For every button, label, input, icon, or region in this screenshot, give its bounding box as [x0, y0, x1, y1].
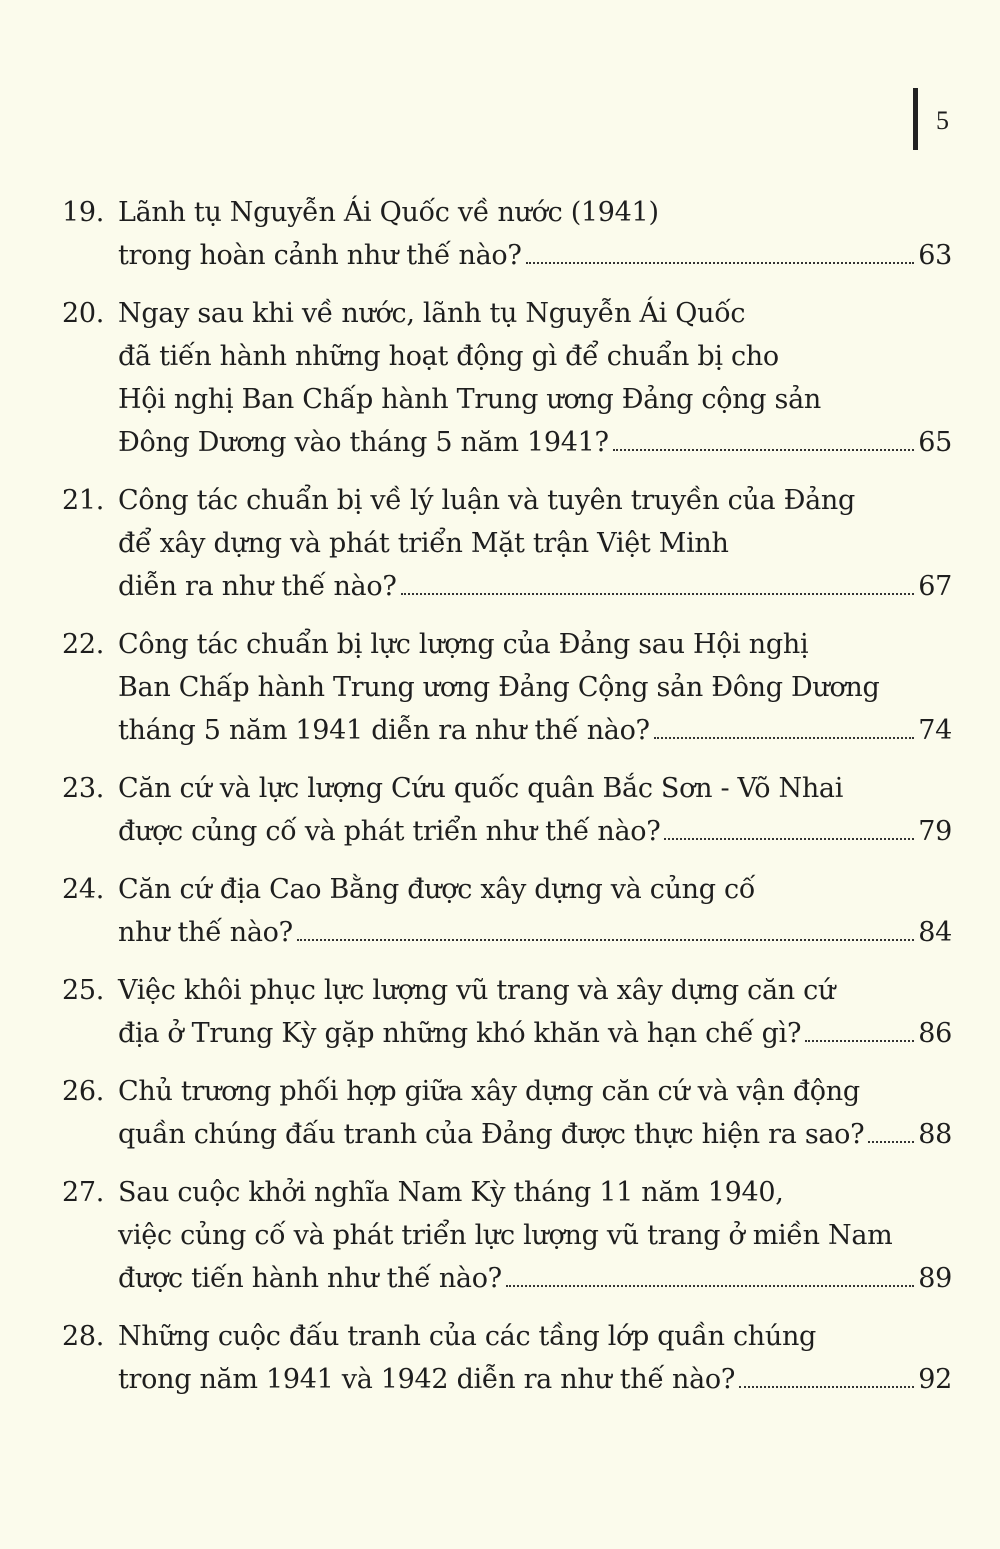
entry-title-text: Căn cứ địa Cao Bằng được xây dựng và củng cố [118, 874, 756, 905]
toc-entry-line [62, 623, 952, 666]
entry-number: 21. [62, 485, 105, 516]
toc-entry[interactable] [62, 292, 952, 464]
entry-title-text: như thế nào? [118, 917, 293, 948]
entry-number: 20. [62, 298, 105, 329]
entry-number: 25. [62, 975, 105, 1006]
entry-title-text: địa ở Trung Kỳ gặp những khó khăn và hạn chế gì? [118, 1018, 802, 1049]
entry-number: 27. [62, 1177, 105, 1208]
entry-page-number: 89 [918, 1263, 952, 1294]
toc-entry[interactable] [62, 623, 952, 752]
toc-entry-line [62, 1315, 952, 1358]
entry-title-text: diễn ra như thế nào? [118, 571, 397, 602]
table-of-contents [62, 191, 952, 1416]
toc-entry[interactable] [62, 1315, 952, 1401]
entry-title-text: Ngay sau khi về nước, lãnh tụ Nguyễn Ái Quốc [118, 298, 746, 329]
toc-entry-line [62, 709, 952, 752]
entry-title-text: Việc khôi phục lực lượng vũ trang và xây dựng căn cứ [118, 975, 836, 1006]
entry-title-text: Công tác chuẩn bị về lý luận và tuyên truyền của Đảng [118, 485, 855, 516]
header-rule [913, 88, 918, 150]
entry-page-number: 79 [918, 816, 952, 847]
dot-leader [654, 737, 915, 739]
entry-page-number: 65 [918, 427, 952, 458]
entry-number: 28. [62, 1321, 105, 1352]
entry-number: 23. [62, 773, 105, 804]
entry-title-text: Hội nghị Ban Chấp hành Trung ương Đảng cộng sản [118, 384, 821, 415]
dot-leader [805, 1040, 914, 1042]
entry-title-text: việc củng cố và phát triển lực lượng vũ trang ở miền Nam [118, 1220, 893, 1251]
entry-title-text: trong năm 1941 và 1942 diễn ra như thế nào? [118, 1364, 736, 1395]
dot-leader [613, 449, 915, 451]
toc-entry[interactable] [62, 767, 952, 853]
toc-entry-line [62, 1171, 952, 1214]
dot-leader [401, 593, 915, 595]
toc-entry[interactable] [62, 1070, 952, 1156]
entry-title-text: đã tiến hành những hoạt động gì để chuẩn bị cho [118, 341, 779, 372]
toc-entry[interactable] [62, 969, 952, 1055]
entry-title-text: Những cuộc đấu tranh của các tầng lớp quần chúng [118, 1321, 817, 1352]
toc-entry-line [62, 565, 952, 608]
entry-title-text: trong hoàn cảnh như thế nào? [118, 240, 522, 271]
toc-entry-line [62, 1113, 952, 1156]
toc-entry-line [62, 292, 952, 335]
toc-entry-line [62, 911, 952, 954]
entry-title-text: được củng cố và phát triển như thế nào? [118, 816, 661, 847]
entry-title-text: Ban Chấp hành Trung ương Đảng Cộng sản Đông Dương [118, 672, 880, 703]
entry-page-number: 86 [918, 1018, 952, 1049]
entry-page-number: 92 [918, 1364, 952, 1395]
entry-page-number: 84 [918, 917, 952, 948]
toc-entry-line [62, 666, 952, 709]
toc-entry-line [62, 234, 952, 277]
entry-number: 24. [62, 874, 105, 905]
entry-number: 26. [62, 1076, 105, 1107]
toc-entry-line [62, 335, 952, 378]
entry-title-text: quần chúng đấu tranh của Đảng được thực hiện ra sao? [118, 1119, 865, 1150]
entry-title-text: Lãnh tụ Nguyễn Ái Quốc về nước (1941) [118, 197, 659, 228]
entry-page-number: 67 [918, 571, 952, 602]
dot-leader [506, 1285, 914, 1287]
toc-entry[interactable] [62, 868, 952, 954]
toc-entry-line [62, 1070, 952, 1113]
entry-title-text: để xây dựng và phát triển Mặt trận Việt Minh [118, 528, 729, 559]
toc-entry-line [62, 191, 952, 234]
entry-title-text: Đông Dương vào tháng 5 năm 1941? [118, 427, 609, 458]
toc-entry-line [62, 868, 952, 911]
toc-entry-line [62, 969, 952, 1012]
entry-title-text: Chủ trương phối hợp giữa xây dựng căn cứ và vận động [118, 1076, 860, 1107]
dot-leader [739, 1386, 914, 1388]
dot-leader [297, 939, 914, 941]
entry-page-number: 74 [918, 715, 952, 746]
page-number: 5 [936, 106, 949, 135]
toc-entry-line [62, 1257, 952, 1300]
toc-entry[interactable] [62, 1171, 952, 1300]
toc-entry-line [62, 1012, 952, 1055]
entry-page-number: 63 [918, 240, 952, 271]
entry-title-text: được tiến hành như thế nào? [118, 1263, 502, 1294]
entry-title-text: Căn cứ và lực lượng Cứu quốc quân Bắc Sơn - Võ Nhai [118, 773, 844, 804]
toc-entry-line [62, 767, 952, 810]
entry-number: 22. [62, 629, 105, 660]
toc-entry-line [62, 1214, 952, 1257]
toc-entry[interactable] [62, 479, 952, 608]
toc-entry-line [62, 378, 952, 421]
toc-entry-line [62, 810, 952, 853]
toc-entry-line [62, 479, 952, 522]
toc-entry-line [62, 1358, 952, 1401]
dot-leader [868, 1141, 914, 1143]
entry-title-text: Sau cuộc khởi nghĩa Nam Kỳ tháng 11 năm 1940, [118, 1177, 784, 1208]
toc-entry-line [62, 522, 952, 565]
toc-entry[interactable] [62, 191, 952, 277]
toc-entry-line [62, 421, 952, 464]
dot-leader [526, 262, 915, 264]
entry-title-text: Công tác chuẩn bị lực lượng của Đảng sau Hội nghị [118, 629, 809, 660]
entry-page-number: 88 [918, 1119, 952, 1150]
entry-number: 19. [62, 197, 105, 228]
dot-leader [664, 838, 914, 840]
entry-title-text: tháng 5 năm 1941 diễn ra như thế nào? [118, 715, 650, 746]
